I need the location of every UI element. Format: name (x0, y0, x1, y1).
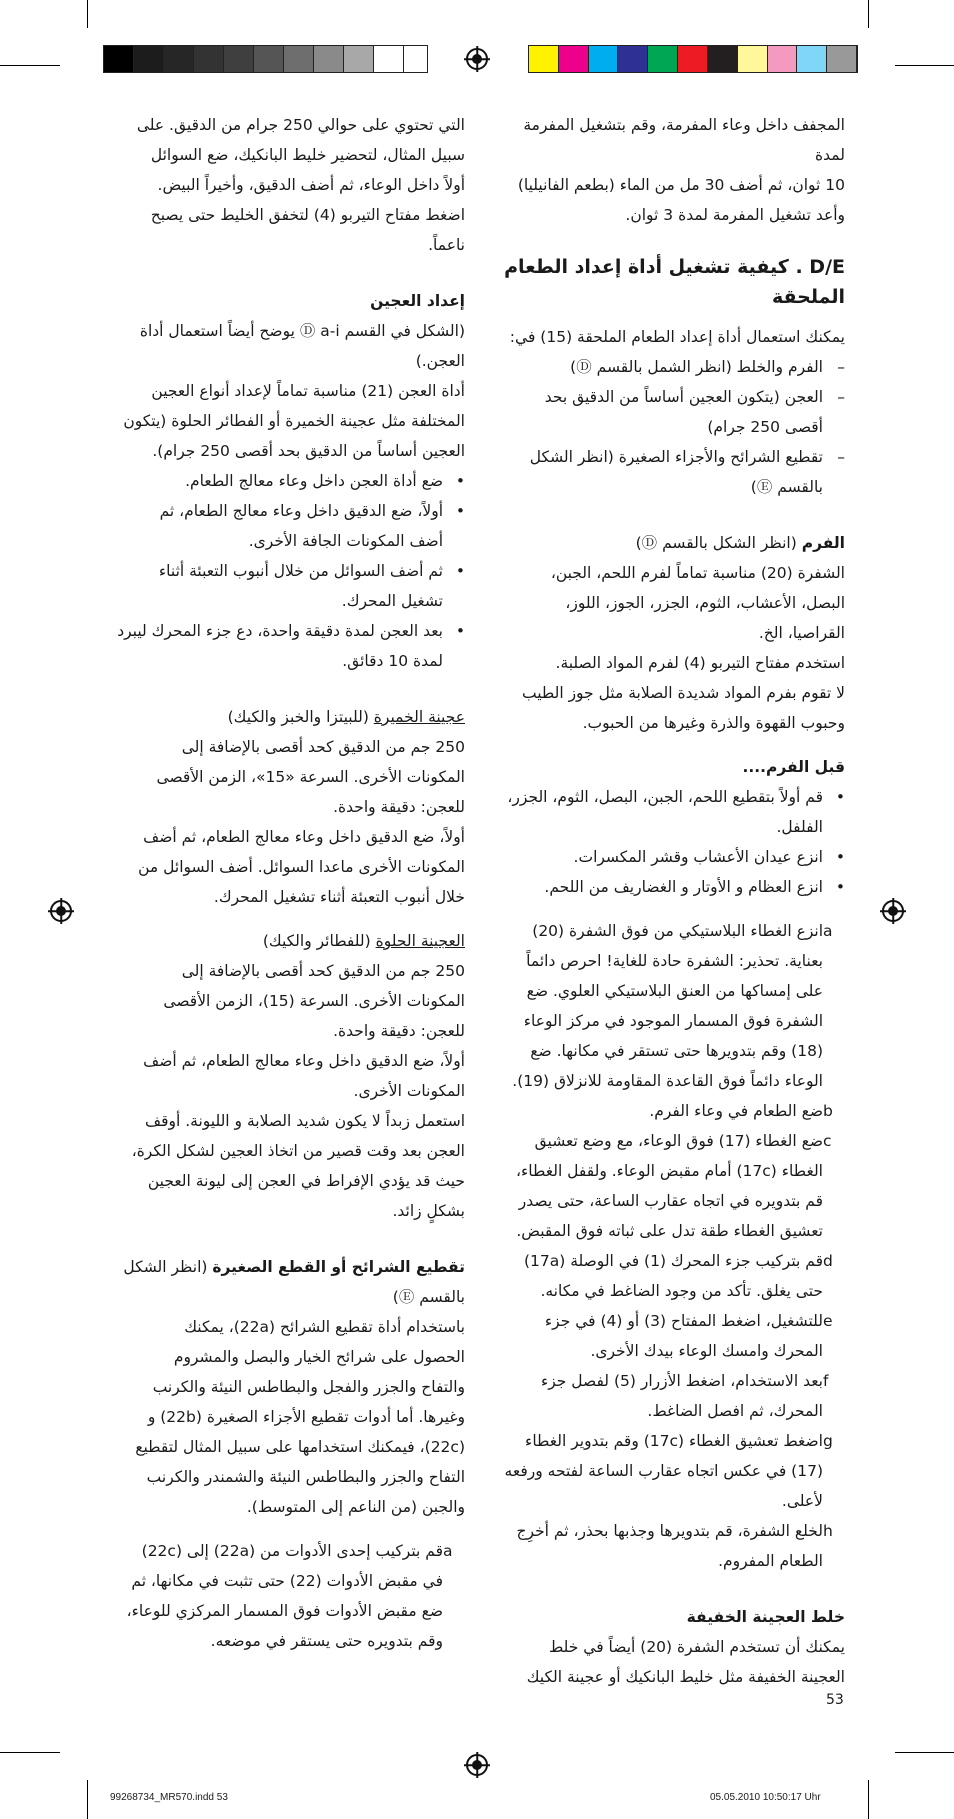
crop-mark (0, 1752, 60, 1753)
step-item: g اضغط تعشيق الغطاء (17c) وقم بتدوير الغطاء (17) في عكس اتجاه عقارب الساعة لفتحه ورفعه لأعلى. (504, 1432, 833, 1510)
list-item: • انزع عيدان الأعشاب وقشر المكسرات. (573, 848, 845, 866)
list-item: • ضع أداة العجن داخل وعاء معالج الطعام. (185, 472, 465, 490)
color-swatch (797, 46, 827, 72)
color-swatch (374, 46, 404, 72)
list-item: – الفرم والخلط (انظر الشمل بالقسم Ⓓ) (570, 358, 845, 376)
color-swatch (254, 46, 284, 72)
page-number: 53 (826, 1692, 844, 1708)
mincing-body: الشفرة (20) مناسبة تماماً لفرم اللحم، الجبن، البصل، الأعشاب، الثوم، الجزر، الجوز، اللوز، القراصيا، الخ. استخدم مفتاح التيربو (4) لفرم المواد الصلبة. لا تقوم بفرم المواد شديدة الصلابة مثل جوز الطيب وحبوب القهوة والذرة وغيرها من الحبوب. (522, 564, 845, 732)
list-item: – تقطيع الشرائح والأجزاء الصغيرة (انظر الشكل بالقسم Ⓔ) (529, 448, 845, 496)
yeast-body: 250 جم من الدقيق كحد أقصى بالإضافة إلى المكونات الأخرى. السرعة «15»، الزمن الأقصى للعجن: دقيقة واحدة. أولاً، ضع الدقيق داخل وعاء معالج الطعام، ثم أضف المكونات الأخرى ماعدا السوائل. أضف السوائل من خلال أنبوب التعبئة أثناء تشغيل المحرك. (138, 738, 465, 906)
list-item: • بعد العجن لمدة دقيقة واحدة، دع جزء المحرك ليبرد لمدة 10 دقائق. (117, 622, 465, 670)
color-swatch (768, 46, 798, 72)
crop-mark (868, 0, 869, 28)
list-item: – العجن (يتكون العجين أساساً من الدقيق بحد أقصى 250 جرام) (544, 388, 845, 436)
color-swatch (224, 46, 254, 72)
color-swatch (344, 46, 374, 72)
color-swatch (827, 46, 857, 72)
kneading-list (110, 466, 465, 676)
before-mincing-list (500, 782, 845, 902)
color-swatch (618, 46, 648, 72)
color-swatch (678, 46, 708, 72)
mincing-steps (500, 916, 845, 1576)
color-swatch (738, 46, 768, 72)
uses-list (500, 352, 845, 502)
footer-timestamp: 05.05.2010 10:50:17 Uhr (710, 1792, 821, 1803)
batter-heading: خلط العجينة الخفيفة (686, 1608, 845, 1626)
step-item: d قم بتركيب جزء المحرك (1) في الوصلة (17a) حتى يغلق. تأكد من وجود الضاغط في مكانه. (523, 1252, 833, 1300)
color-swatch (529, 46, 559, 72)
crop-mark (895, 1752, 954, 1753)
right-column (500, 110, 845, 1692)
step-item: b ضع الطعام في وعاء الفرم. (649, 1102, 833, 1120)
gray-color-bar (103, 45, 428, 73)
registration-mark-icon (466, 1754, 488, 1776)
color-swatch (589, 46, 619, 72)
crop-mark (895, 65, 954, 66)
before-mincing-heading: قبل الفرم.... (742, 758, 845, 776)
registration-mark-icon (882, 900, 904, 922)
yeast-heading: عجينة الخميرة (للبيتزا والخبز والكيك) (227, 708, 465, 726)
color-swatch (134, 46, 164, 72)
registration-mark-icon (50, 900, 72, 922)
slicing-body: باستخدام أداة تقطيع الشرائح (22a)، يمكنك الحصول على شرائح الخيار والبصل والمشروم والتفاح والجزر والفجل والبطاطس النيئة والكرنب وغيرها. أما أدوات تقطيع الأجزاء الصغيرة (22b) و (22c)، فيمكنك استخدامها على سبيل المثال لتقطيع التفاح والجزر والبطاطس النيئة والشمندر والكرنب والجبن (من الناعم إلى المتوسط). (135, 1318, 465, 1516)
list-item: • ثم أضف السوائل من خلال أنبوب التعبئة أثناء تشغيل المحرك. (158, 562, 465, 610)
step-item: a انزع الغطاء البلاستيكي من فوق الشفرة (20) بعناية. تحذير: الشفرة حادة للغاية! احرص دائماً على إمساكها من العنق البلاستيكي العلوي. ضع الشفرة فوق المسمار الموجود في مركز الوعاء (18) وقم بتدويرها حتى تستقر في مكانها. ضع الوعاء دائماً فوق القاعدة المقاومة للانزلاق (19). (512, 922, 833, 1090)
crop-mark (0, 65, 60, 66)
color-swatch (104, 46, 134, 72)
slicing-heading: تقطيع الشرائح أو القطع الصغيرة (انظر الشكل (123, 1258, 465, 1276)
color-swatch (559, 46, 589, 72)
slicing-steps (110, 1536, 465, 1656)
step-item: f بعد الاستخدام، اضغط الأزرار (5) لفصل جزء المحرك، ثم افصل الضاغط. (540, 1372, 829, 1420)
color-swatch (194, 46, 224, 72)
batter-body: يمكنك أن تستخدم الشفرة (20) أيضاً في خلط العجينة الخفيفة مثل خليط البانكيك أو عجينة الكيك (526, 1638, 845, 1686)
section-heading: D/E . كيفية تشغيل أداة إعداد الطعام الملحقة (504, 256, 845, 308)
color-swatch (648, 46, 678, 72)
color-swatch (164, 46, 194, 72)
step-item: a قم بتركيب إحدى الأدوات من (22a) إلى (22c) في مقبض الأدوات (22) حتى تثبت في مكانها، ثم ضع مقبض الأدوات فوق المسمار المركزي للوعاء، وقم بتدويره حتى يستقر في موضعه. (126, 1542, 453, 1650)
list-item: • أولاً، ضع الدقيق داخل وعاء معالج الطعام، ثم أضف المكونات الجافة الأخرى. (159, 502, 465, 550)
step-item: c ضع الغطاء (17) فوق الوعاء، مع وضع تعشيق الغطاء (17c) أمام مقبض الوعاء. ولقفل الغطاء، قم بتدويره في اتجاه عقارب الساعة، حتى يصدر تعشيق الغطاء طقة تدل على ثباته فوق المقبض. (516, 1132, 832, 1240)
uses-intro: يمكنك استعمال أداة إعداد الطعام الملحقة (15) في: (509, 328, 845, 346)
process-color-bar (528, 45, 858, 73)
sweet-heading: العجينة الحلوة (للفطائر والكيك) (262, 932, 465, 950)
step-item: e للتشغيل، اضغط المفتاح (3) أو (4) في جزء المحرك وامسك الوعاء بيدك الأخرى. (544, 1312, 833, 1360)
slicing-reference: بالقسم Ⓔ) (392, 1288, 465, 1306)
left-column (110, 110, 465, 1656)
kneading-body: أداة العجن (21) مناسبة تماماً لإعداد أنواع العجين المختلفة مثل عجينة الخميرة أو الفطائر الحلوة (يتكون العجين أساساً من الدقيق بحد أقصى 250 جرام). (123, 382, 465, 460)
sweet-body: 250 جم من الدقيق كحد أقصى بالإضافة إلى المكونات الأخرى. السرعة (15)، الزمن الأقصى للعجن: دقيقة واحدة. أولاً، ضع الدقيق داخل وعاء معالج الطعام، ثم أضف المكونات الأخرى. استعمل زبداً لا يكون شديد الصلابة و الليونة. أوقف العجن بعد وقت قصير من اتخاذ العجين لشكل الكرة، حيث قد يؤدي الإفراط في العجن إلى ليونة العجين بشكلٍ زائد. (131, 962, 465, 1220)
color-swatch (284, 46, 314, 72)
crop-mark (87, 1780, 88, 1819)
kneading-reference: (الشكل في القسم Ⓓ a-i يوضح أيضاً استعمال أداة العجن.) (139, 322, 465, 370)
footer-file: 99268734_MR570.indd 53 (110, 1792, 228, 1803)
registration-mark-icon (466, 48, 488, 70)
crop-mark (868, 1780, 869, 1819)
color-swatch (708, 46, 738, 72)
kneading-heading: إعداد العجين (370, 292, 465, 310)
batter-continued: التي تحتوي على حوالي 250 جرام من الدقيق. على سبيل المثال، لتحضير خليط البانكيك، ضع السوائل أولاً داخل الوعاء، ثم أضف الدقيق، وأخيراً البيض. اضغط مفتاح التيربو (4) لتخفق الخليط حتى يصبح ناعماً. (136, 116, 465, 254)
list-item: • انزع العظام و الأوتار و الغضاريف من اللحم. (544, 878, 845, 896)
step-item: h لخلع الشفرة، قم بتدويرها وجذبها بحذر، ثم أخرِج الطعام المفروم. (516, 1522, 833, 1570)
list-item: • قم أولاً بتقطيع اللحم، الجبن، البصل، الثوم، الجزر، الفلفل. (507, 788, 845, 836)
intro-paragraph: المجفف داخل وعاء المفرمة، وقم بتشغيل المفرمة لمدة 10 ثوان، ثم أضف 30 مل من الماء (بطعم الفانيليا) وأعد تشغيل المفرمة لمدة 3 ثوان. (517, 116, 845, 224)
mincing-heading: الفرم (انظر الشكل بالقسم Ⓓ) (635, 534, 845, 552)
color-swatch (314, 46, 344, 72)
crop-mark (87, 0, 88, 28)
